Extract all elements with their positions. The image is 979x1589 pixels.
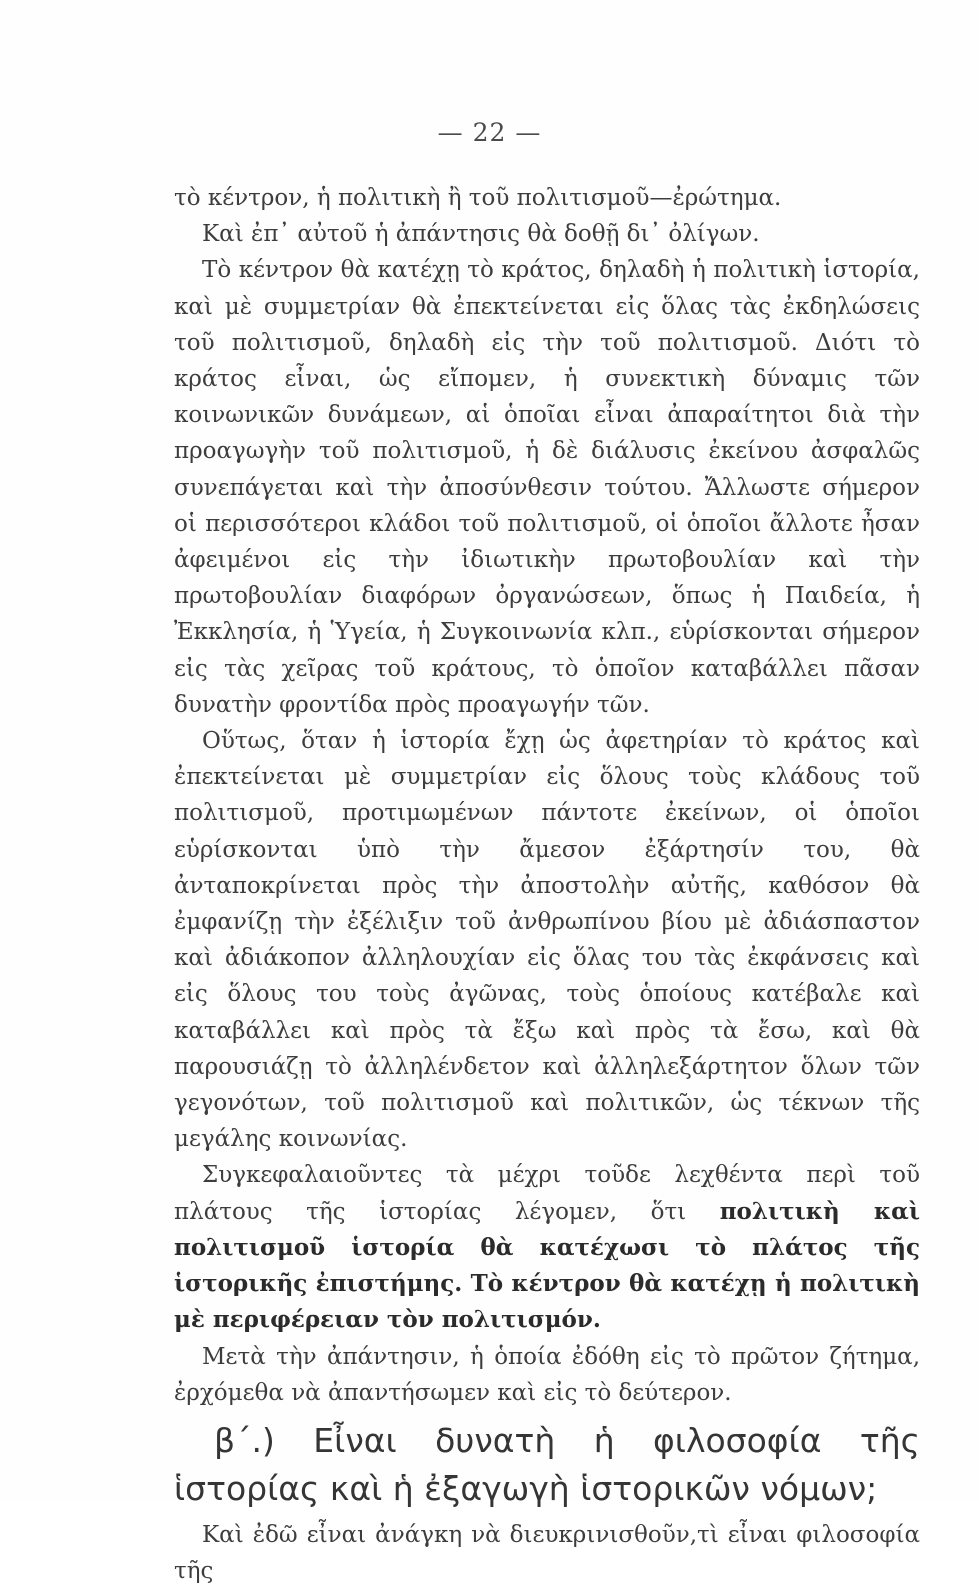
paragraph-3: Τὸ κέντρον θὰ κατέχῃ τὸ κράτος, δηλαδὴ ἡ πολιτικὴ ἱστορία, καὶ μὲ συμμετρίαν θὰ ἐπεκτείνεται εἰς ὅλας τὰς ἐκδηλώσεις τοῦ πολιτισμοῦ, δηλαδὴ εἰς τὴν τοῦ πολιτισμοῦ. Διότι τὸ κράτος εἶναι, ὡς εἴπομεν, ἡ συνεκτικὴ δύναμις τῶν κοινωνικῶν δυνάμεων, αἱ ὁποῖαι εἶναι ἀπαραίτητοι διὰ τὴν προαγωγὴν τοῦ πολιτισμοῦ, ἡ δὲ διάλυσις ἐκείνου ἀσφαλῶς συνεπάγεται καὶ τὴν ἀποσύνθεσιν τούτου. Ἄλλωστε σήμερον οἱ περισσότεροι κλάδοι τοῦ πολιτισμοῦ, οἱ ὁποῖοι ἄλλοτε ἦσαν ἀφειμένοι εἰς τὴν ἰδιωτικὴν πρωτοβουλίαν καὶ τὴν πρωτοβουλίαν διαφόρων ὀργανώσεων, ὅπως ἡ Παιδεία, ἡ Ἐκκλησία, ἡ Ὑγεία, ἡ Συγκοινωνία κλπ., εὑρίσκονται σήμερον εἰς τὰς χεῖρας τοῦ κράτους, τὸ ὁποῖον καταβάλλει πᾶσαν δυνατὴν φροντίδα πρὸς προαγωγήν τῶν. xyxy=(174,257,920,718)
paragraph-7: Καὶ ἐδῶ εἶναι ἀνάγκη νὰ διευκρινισθοῦν,τὶ εἶναι φιλοσοφία τῆς xyxy=(174,1521,920,1585)
section-heading: β΄.) Εἶναι δυνατὴ ἡ φιλοσοφία τῆς ἱστορίας καὶ ἡ ἐξαγωγὴ ἱστορικῶν νόμων; xyxy=(174,1420,920,1508)
summary-intro: Συγκεφαλαιοῦντες τὰ μέχρι τοῦδε λεχθέντα περὶ τοῦ πλάτους τῆς ἱστορίας λέγομεν, ὅτι xyxy=(174,1162,920,1225)
paragraph-6: Μετὰ τὴν ἀπάντησιν, ἡ ὁποία ἐδόθη εἰς τὸ πρῶτον ζήτημα, ἐρχόμεθα νὰ ἀπαντήσωμεν καὶ εἰς τὸ δεύτερον. xyxy=(174,1343,920,1406)
paragraph-2: Καὶ ἐπ᾽ αὐτοῦ ἡ ἀπάντησις θὰ δοθῇ δι᾽ ὀλίγων. xyxy=(202,221,760,248)
page-number: — 22 — xyxy=(437,118,542,147)
paragraph-5 xyxy=(174,1157,920,1338)
paragraph-1: τὸ κέντρον, ἡ πολιτικὴ ἢ τοῦ πολιτισμοῦ—ἐρώτημα. xyxy=(174,185,782,211)
body-text xyxy=(174,180,920,1589)
summary-bold-text: πολιτικὴ καὶ πολιτισμοῦ ἱστορία θὰ κατέχωσι τὸ πλάτος τῆς ἱστορικῆς ἐπιστήμης. Τὸ κέντρον θὰ κατέχῃ ἡ πολιτικὴ μὲ περιφέρειαν τὸν πολιτισμόν. xyxy=(174,1197,920,1334)
paragraph-4: Οὕτως, ὅταν ἡ ἱστορία ἔχῃ ὡς ἀφετηρίαν τὸ κράτος καὶ ἐπεκτείνεται μὲ συμμετρίαν εἰς ὅλους τοὺς κλάδους τοῦ πολιτισμοῦ, προτιμωμένων πάντοτε ἐκείνων, οἱ ὁποῖοι εὑρίσκονται ὑπὸ τὴν ἄμεσον ἐξάρτησίν του, θὰ ἀνταποκρίνεται πρὸς τὴν ἀποστολὴν αὐτῆς, καθόσον θὰ ἐμφανίζῃ τὴν ἐξέλιξιν τοῦ ἀνθρωπίνου βίου μὲ ἀδιάσπαστον καὶ ἀδιάκοπον ἀλληλουχίαν εἰς ὅλας του τὰς ἐκφάνσεις καὶ εἰς ὅλους του τοὺς ἀγῶνας, τοὺς ὁποίους κατέβαλε καὶ καταβάλλει καὶ πρὸς τὰ ἔξω καὶ πρὸς τὰ ἔσω, καὶ θὰ παρουσιάζῃ τὸ ἀλληλένδετον καὶ ἀλληλεξάρτητον ὅλων τῶν γεγονότων, τοῦ πολιτισμοῦ καὶ πολιτικῶν, ὡς τέκνων τῆς μεγάλης κοινωνίας. xyxy=(174,728,920,1153)
